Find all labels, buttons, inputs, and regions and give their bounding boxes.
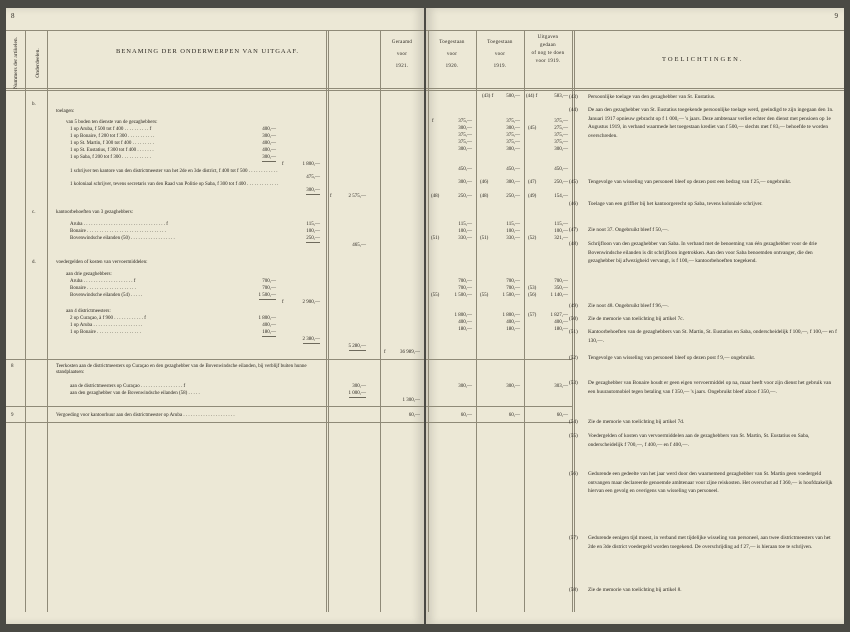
left-page [6,8,424,624]
note-ref: (55) [431,293,440,298]
note-text: Gedurende eenigen tijd moest, in verband met tijdelijke wisseling van personeel, aan twee districtmeesters van het 2de en 3de district voedergeld worden toegekend. De overschrijding ad f 27,— is hieraan toe te schrijven. [588,535,831,550]
amount: 180,— [506,327,520,332]
article-number: 9 [11,413,14,418]
currency-f: f [282,162,284,167]
note-ref: (55) [480,293,489,298]
amount: 400,— [262,141,276,146]
amount: 115,— [506,222,520,227]
amount: 700,— [458,286,472,291]
line-text: Bovenwindsche eilanden (50) . . . . . . . . . . . . . . . . . . [70,236,175,241]
page-number-left: 8 [11,12,15,20]
amount: 375,— [506,140,520,145]
amount: 100,— [458,229,472,234]
note-text: Voedergelden of kosten van vervoermiddelen aan de gezaghebbers van St. Martin, St. Eustatius en Saba, onderscheidelijk f 700,—, f 400,— en f 400,—. [588,433,810,448]
amount: 400,— [262,323,276,328]
note-ref: (49) [528,194,537,199]
amount: 400,— [262,148,276,153]
amount: 115,— [458,222,472,227]
header-artikel: Nummers der artikelen. [13,36,19,90]
line-text: 1 koloniaal schrijver, tevens secretaris van den Raad van Politie op Saba, f 300 tot f 400 . . . . . . . . . . . . . [70,182,279,187]
note-number: (58) [569,587,578,593]
row-rule [6,406,424,407]
line-text: aan den gezaghebber van de Bovenwindsche eilanden (58) . . . . . [70,391,200,396]
note-ref: (43) f [482,94,494,99]
amount: 275,— [554,126,568,131]
line-text: Bonaire . . . . . . . . . . . . . . . . . . . . [70,286,136,291]
amount: 375,— [458,119,472,124]
amount: 300,— [458,147,472,152]
subtotal: 1 800,— [302,162,320,167]
row-rule [426,359,572,360]
amount: 400,— [554,320,568,325]
note-text: Zie noot 48. Ongebruikt bleef f 96,—. [588,303,669,309]
note-ref: (51) [480,236,489,241]
note-text: Kantoorbehoeften van de gezaghebbers van St. Martin, St. Eustatius en Saba, onderscheidelijk f 100,—, f 100,— en f 130,—. [588,329,837,344]
column-divider [524,30,525,612]
subtotal: 2 380,— [302,337,320,342]
section-title: voedergelden of kosten van vervoermiddelen: [56,260,148,265]
amount: 300,— [554,147,568,152]
amount: 700,— [458,279,472,284]
amount: 180,— [458,327,472,332]
amount: 300,— [506,180,520,185]
note-text: Persoonlijke toelage van den gezaghebber van St. Eustatius. [588,94,716,100]
amount: 375,— [554,119,568,124]
amount: 60,— [508,413,520,418]
article-total: 1 300,— [402,398,420,403]
line-text: 2 op Curaçao, à f 900 . . . . . . . . . . . . f [70,316,146,321]
column-divider [380,30,381,612]
amount: 450,— [506,167,520,172]
line-text: aan de districtmeesters op Curaçao . . . . . . . . . . . . . . . . . f [70,384,186,389]
note-text: Zie noot 37. Ongebruikt bleef f 50,—. [588,227,669,233]
amount: 250,— [306,236,320,241]
amount: 100,— [306,229,320,234]
page-number-right: 9 [834,12,838,20]
amount: 375,— [554,133,568,138]
amount: 100,— [506,229,520,234]
line-text: Bonaire . . . . . . . . . . . . . . . . . . . . . . . . . . . . . . . . [70,229,166,234]
note-number: (49) [569,303,578,309]
amount: 321,— [554,236,568,241]
note-text: Toelage van een griffier bij het kantoorgerecht op Saba, tevens koloniale schrijver. [588,201,763,207]
note-text: De aan den gezaghebber van St. Eustatius toegekende persoonlijke toelage werd, geeindigd te zijn ingegaan den 1n. Januari 1917 opnieuw gebracht op f 1 000,— 's jaars. Deze ambtenaar verliet echter den dienst met pensioen op 1e Augustus 1919, in verband waarmede het toegestaan krediet van f 500,— slechts met f 83,— behoefde te worden overschreden. [588,107,834,139]
note-ref: (51) [431,236,440,241]
amount: 375,— [458,140,472,145]
amount: 1 800,— [454,313,472,318]
section-total: 2 575,— [348,194,366,199]
header-toegestaan-1919: Toegestaan voor 1919. [487,40,513,69]
onderdeel-letter: c. [32,210,36,215]
amount: 700,— [262,286,276,291]
amount: 60,— [460,413,472,418]
header-geraamd: Geraamd voor 1921. [391,40,413,69]
onderdeel-letter: d. [32,260,36,265]
amount: 300,— [458,126,472,131]
amount: 400,— [262,127,276,132]
amount: 500,— [506,94,520,99]
amount: 303,— [554,384,568,389]
amount: 300,— [262,134,276,139]
column-divider [47,30,48,612]
header-toegestaan-1920: Toegestaan voor 1920. [439,40,465,69]
amount: 700,— [262,279,276,284]
amount: 154,— [554,194,568,199]
amount: 180,— [262,330,276,335]
amount: 300,— [506,384,520,389]
note-ref: (53) [528,286,537,291]
line-text: 1 schrijver ten kantore van den districtmeester van het 2de en 3de district, f 400 tot f 500 . . . . . . . . . . . . [70,169,278,174]
amount: 300,— [506,126,520,131]
amount: 330,— [506,236,520,241]
note-ref: (52) [528,236,537,241]
row-rule [6,359,424,360]
amount: 250,— [506,194,520,199]
note-ref: (48) [480,194,489,199]
amount: 1 000,— [348,391,366,396]
article-number: 8 [11,364,14,369]
amount: 1 800,— [502,313,520,318]
header-toelichtingen: TOELICHTINGEN. [662,56,744,63]
note-ref: (46) [480,180,489,185]
line-text: 1 op Aruba . . . . . . . . . . . . . . . . . . . . [70,323,143,328]
section-title: toelagen: [56,109,75,114]
row-rule [6,422,424,423]
amount: 300,— [352,384,366,389]
article-total: 36 989,— [400,350,420,355]
amount: 375,— [554,140,568,145]
amount: 300,— [306,188,320,193]
amount: 1 500,— [258,293,276,298]
note-number: (48) [569,241,578,247]
note-number: (51) [569,329,578,335]
article-total: 60,— [408,413,420,418]
amount: 300,— [458,384,472,389]
note-ref: (48) [431,194,440,199]
amount: 180,— [554,327,568,332]
note-number: (53) [569,380,578,386]
header-rule-top [6,30,424,31]
header-rule-bottom [6,88,424,89]
line-text: 1 op Bonaire . . . . . . . . . . . . . . . . . . [70,330,141,335]
line-text: 1 op Aruba, f 500 tot f 400 . . . . . . . . . . f [70,127,152,132]
amount: 60,— [556,413,568,418]
column-divider [25,30,26,612]
header-uitgaven: Uitgaven gedaan of nog te doen voor 1919. [531,35,565,64]
amount: 400,— [458,320,472,325]
amount: 700,— [506,279,520,284]
header-benaming: BENAMING DER ONDERWERPEN VAN UITGAAF. [116,48,300,55]
currency-f: f [330,194,332,199]
amount: 1 827,— [550,313,568,318]
amount: 115,— [306,222,320,227]
amount: 1 140,— [550,293,568,298]
note-text: Zie de memorie van toelichting bij artikel 7c. [588,316,684,322]
currency-f: f [282,300,284,305]
note-ref: (45) [528,126,537,131]
note-ref: (47) [528,180,537,185]
note-text: De gezaghebber van Bonaire houdt er geen eigen vervoermiddel op na, maar heeft voor zijn dienst het gebruik van een huurautomobiel tegen betaling van f 350,— 's jaars. Ongebruikt bleef alzoo f 350,—. [588,380,832,395]
line-text: Aruba . . . . . . . . . . . . . . . . . . . . f [70,279,136,284]
header-rule-bottom [426,90,844,91]
amount: 583,— [554,94,568,99]
note-number: (50) [569,316,578,322]
amount: 375,— [458,133,472,138]
row-rule [426,406,572,407]
line-text: van 5 boden ten dienste van de gezaghebbers: [66,120,158,125]
right-page [426,8,844,624]
note-number: (45) [569,179,578,185]
article-title: Vergoeding voor kantoorhuur aan den districtmeester op Aruba . . . . . . . . . . . . . . . . . . . . . [56,413,235,418]
note-number: (54) [569,419,578,425]
article-title: Teerkosten aan de districtmeesters op Curaçao en den gezaghebber van de Bovenwindsche eilanden, bij verblijf buiten hunne standplaatsen: [56,364,307,375]
amount: 300,— [458,180,472,185]
amount: 450,— [458,167,472,172]
header-onderdeel: Onderdeelen. [35,48,41,78]
note-ref: (44) f [526,94,538,99]
onderdeel-letter: b. [32,102,36,107]
note-text: Zie de memorie van toelichting bij artikel 7d. [588,419,685,425]
note-ref: (56) [528,293,537,298]
line-text: 1 op St. Eustatius, f 300 tot f 400 . . . . . . . [70,148,154,153]
amount: 115,— [554,222,568,227]
amount: 475,— [306,175,320,180]
amount: 250,— [554,180,568,185]
note-number: (43) [569,94,578,100]
column-divider [428,30,429,612]
line-text: 1 op St. Martin, f 300 tot f 400 . . . . . . . . . [70,141,154,146]
section-total: 465,— [352,243,366,248]
header-rule-top [426,30,844,31]
line-text: Bovenwindsche eilanden (54) . . . . . [70,293,143,298]
note-number: (57) [569,535,578,541]
amount: 300,— [506,147,520,152]
note-number: (55) [569,433,578,439]
header-rule-bottom [6,90,424,91]
column-divider [326,30,329,612]
line-text: 1 op Saba, f 200 tot f 300 . . . . . . . . . . . . [70,155,151,160]
note-text: Tengevolge van wisseling van personeel bleef op dezen post f 9,— ongebruikt. [588,355,756,361]
line-text: 1 op Bonaire, f 200 tot f 300 . . . . . . . . . . . [70,134,155,139]
amount: 330,— [458,236,472,241]
amount: 450,— [554,167,568,172]
subtotal: 2 900,— [302,300,320,305]
amount: 250,— [458,194,472,199]
amount: 375,— [506,119,520,124]
note-number: (56) [569,471,578,477]
section-total: 5 280,— [348,344,366,349]
note-number: (52) [569,355,578,361]
amount: 700,— [554,279,568,284]
column-divider [476,30,477,612]
line-text: aan 4 districtmeesters: [66,309,111,314]
note-text: Tengevolge van wisseling van personeel bleef op dezen post een bedrag van f 25,— ongebruikt. [588,179,792,185]
amount: 300,— [262,155,276,160]
section-title: kantoorbehoeften van 3 gezaghebbers: [56,210,134,215]
line-text: Aruba . . . . . . . . . . . . . . . . . . . . . . . . . . . . . . . . . f [70,222,168,227]
currency-f: f [384,350,386,355]
amount: 1 800,— [258,316,276,321]
note-ref: (57) [528,313,537,318]
note-number: (46) [569,201,578,207]
amount: 350,— [554,286,568,291]
note-text: Zie de memorie van toelichting bij artikel 8. [588,587,682,593]
currency-f: f [432,119,434,124]
amount: 1 500,— [502,293,520,298]
amount: 375,— [506,133,520,138]
note-number: (47) [569,227,578,233]
row-rule [426,422,572,423]
header-rule-bottom [426,88,844,89]
line-text: aan drie gezaghebbers: [66,272,112,277]
amount: 400,— [506,320,520,325]
note-number: (44) [569,107,578,113]
note-text: Gedurende een gedeelte van het jaar werd door den waarnemend gezaghebber van St. Martin geen voedergeld ontvangen maar declareerde genoemde ambtenaar voor zijne reiskosten. Het overschot ad f 360,— is hoofdzakelijk hiervan een gevolg en overigens van wisseling van personeel. [588,471,833,495]
amount: 700,— [506,286,520,291]
amount: 1 500,— [454,293,472,298]
note-text: Schrijfloon van den gezaghebber van Saba. In verband met de benoeming van één gezaghebber voor de drie Bovenwindsche eilanden is dit schrijfloon ingetrokken. Aan den voor Saba benoemden ontvanger, die den gezaghebber bij afwezigheid vervangt, is f 100,— kantoorbehoeften toegekend. [588,241,817,265]
amount: 100,— [554,229,568,234]
